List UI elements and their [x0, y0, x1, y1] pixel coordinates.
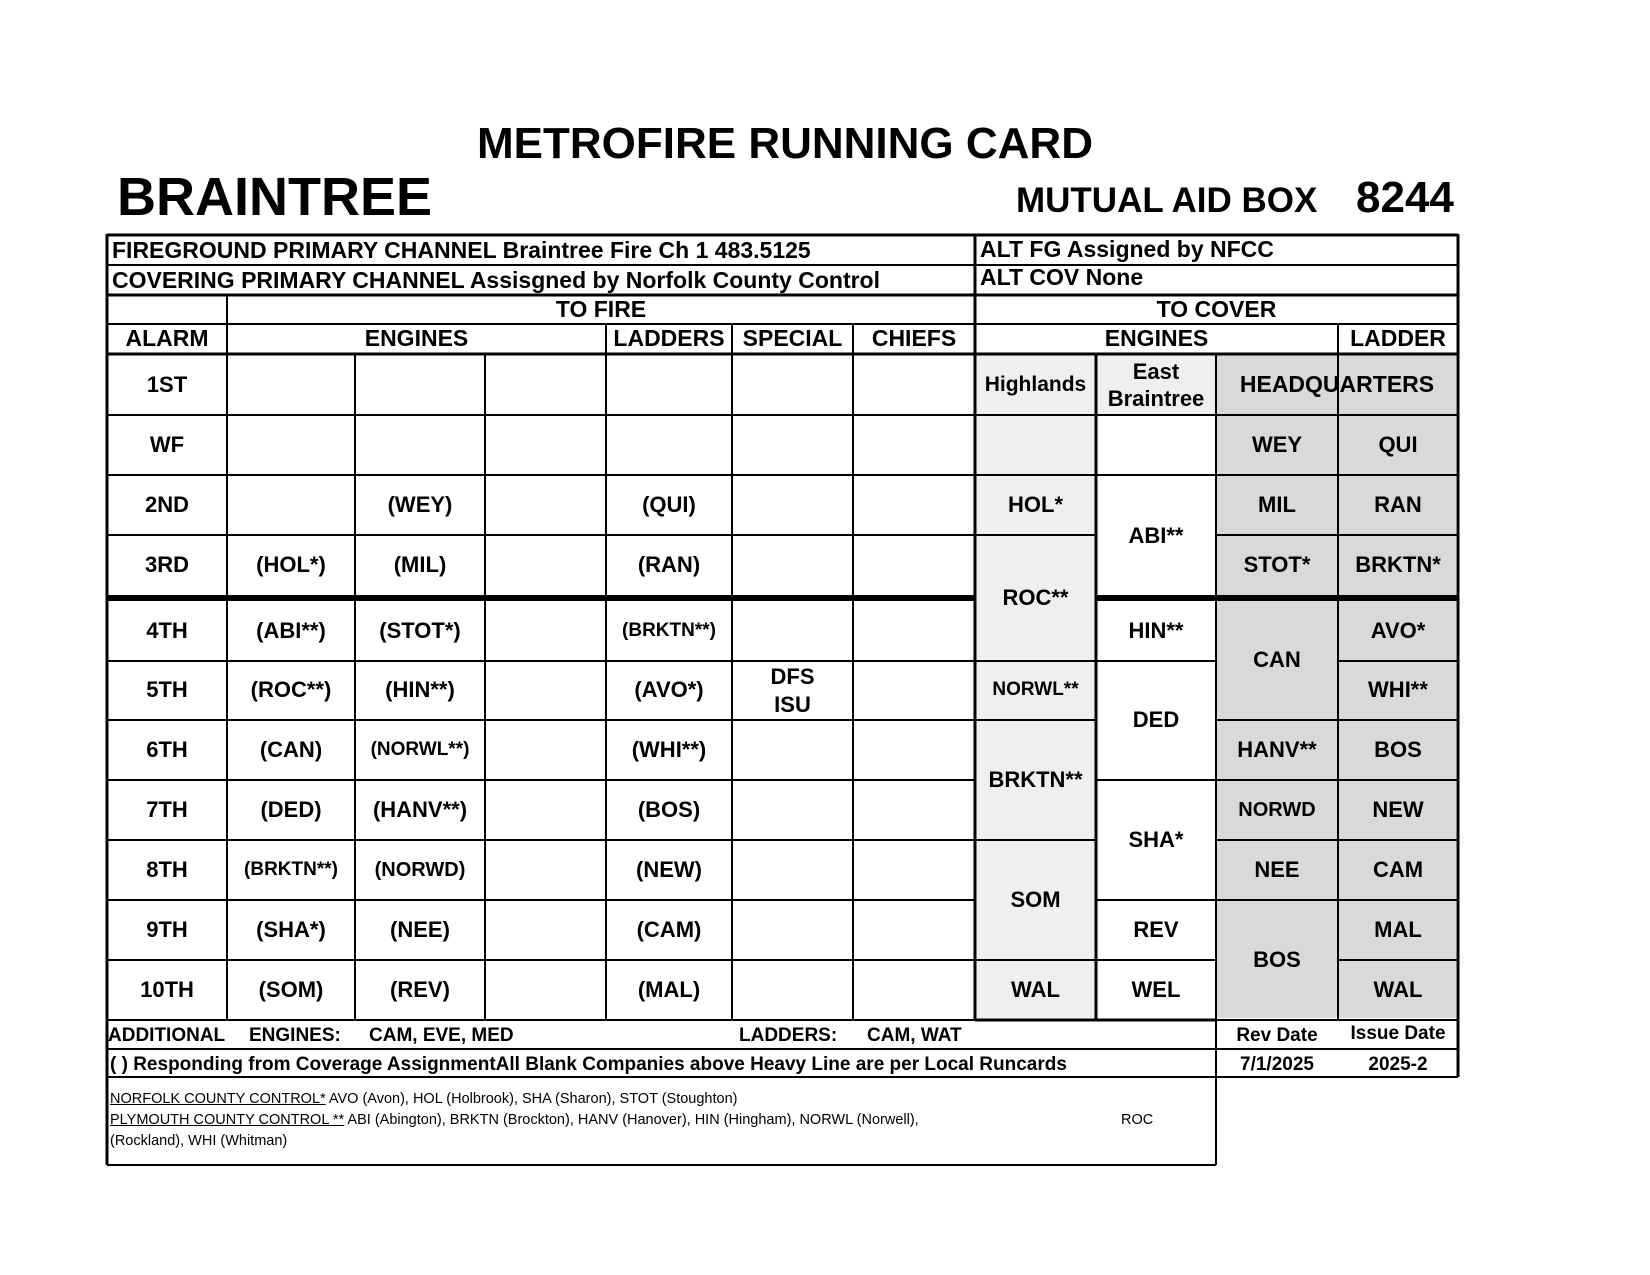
- engine-1: (SHA*): [256, 916, 326, 942]
- cover-engine-b: WEL: [1131, 976, 1181, 1002]
- alarm-level: 9TH: [146, 916, 188, 942]
- additional-label: ADDITIONAL: [108, 1025, 226, 1046]
- plymouth-roc: ROC: [1121, 1112, 1154, 1128]
- engine-2: (REV): [390, 976, 450, 1002]
- cover-ladder: WHI**: [1368, 677, 1428, 703]
- special-header: SPECIAL: [742, 325, 843, 352]
- alarm-level: 3RD: [144, 552, 189, 578]
- cover-engine-a: BRKTN**: [988, 766, 1083, 792]
- ladder: (MAL): [637, 976, 701, 1002]
- engine-2: (NEE): [390, 916, 450, 942]
- town-name: BRAINTREE: [117, 167, 433, 227]
- plymouth-legend-cont: (Rockland), WHI (Whitman): [110, 1133, 288, 1150]
- headquarters-station: HEADQUARTERS: [1239, 371, 1435, 398]
- engines-header: ENGINES: [364, 325, 469, 352]
- alarm-level: 8TH: [146, 856, 188, 882]
- cover-engine-c: STOT*: [1243, 552, 1311, 578]
- cover-engine-a: HOL*: [1008, 491, 1063, 517]
- alarm-level: 7TH: [146, 796, 188, 822]
- ladder: (CAM): [636, 916, 702, 942]
- norfolk-label: NORFOLK COUNTY CONTROL*: [110, 1091, 326, 1107]
- cover-ladder: WAL: [1373, 976, 1423, 1002]
- ladder: (RAN): [637, 552, 701, 578]
- issue-date-label: Issue Date: [1350, 1023, 1446, 1044]
- norfolk-towns: AVO (Avon), HOL (Holbrook), SHA (Sharon), STOT (Stoughton): [325, 1091, 738, 1107]
- additional-engines-value: CAM, EVE, MED: [369, 1025, 514, 1046]
- cover-ladder: NEW: [1372, 796, 1424, 822]
- cover-engine-c: HANV**: [1237, 736, 1317, 762]
- ladder: (NEW): [636, 856, 702, 882]
- engine-1: (ROC**): [250, 677, 332, 703]
- ladder: (QUI): [642, 491, 696, 517]
- rev-date-value: 7/1/2025: [1240, 1054, 1314, 1075]
- engine-1: (DED): [260, 796, 322, 822]
- cover-engine-a: SOM: [1010, 886, 1061, 912]
- engine-1: (CAN): [259, 736, 323, 762]
- box-number: 8244: [1356, 173, 1454, 222]
- cover-engine-a: ROC**: [1002, 584, 1069, 610]
- engine-1: (HOL*): [256, 552, 326, 578]
- alarm-level: 5TH: [146, 677, 188, 703]
- plymouth-towns: ABI (Abington), BRKTN (Brockton), HANV (Hanover), HIN (Hingham), NORWL (Norwell),: [344, 1112, 919, 1129]
- cover-engine-b: SHA*: [1128, 826, 1184, 852]
- chiefs-header: CHIEFS: [871, 325, 957, 352]
- cover-ladder: BRKTN*: [1355, 552, 1441, 578]
- box-label: MUTUAL AID BOX: [1016, 181, 1318, 220]
- alt-covering-channel: ALT COV None: [980, 264, 1144, 291]
- additional-ladders-label: LADDERS:: [739, 1025, 838, 1046]
- cover-engine-c: NEE: [1254, 856, 1300, 882]
- additional-ladders-value: CAM, WAT: [867, 1025, 962, 1046]
- highlands-station: Highlands: [984, 373, 1087, 397]
- covering-channel: COVERING PRIMARY CHANNEL Assisgned by Norfolk County Control: [112, 266, 880, 293]
- engine-2: (STOT*): [379, 617, 461, 643]
- engine-2: (WEY): [387, 491, 453, 517]
- alt-fireground-channel: ALT FG Assigned by NFCC: [980, 236, 1274, 263]
- alarm-level: 4TH: [146, 617, 188, 643]
- ladder: (WHI**): [631, 736, 707, 762]
- engine-2: (NORWD): [374, 859, 466, 881]
- cover-engine-b: REV: [1133, 916, 1179, 942]
- alarm-level: 10TH: [140, 976, 194, 1002]
- alarm-header: ALARM: [125, 325, 209, 352]
- cover-ladder: CAM: [1372, 856, 1424, 882]
- cover-engine-c: BOS: [1253, 946, 1301, 972]
- fireground-channel: FIREGROUND PRIMARY CHANNEL Braintree Fire Ch 1 483.5125: [112, 236, 811, 263]
- cover-ladder: RAN: [1374, 491, 1422, 517]
- cover-ladder: QUI: [1378, 431, 1418, 457]
- cover-engine-c: NORWD: [1238, 799, 1316, 821]
- engine-1: (BRKTN**): [244, 858, 338, 880]
- engine-1: (SOM): [258, 976, 324, 1002]
- cover-ladder: MAL: [1374, 916, 1422, 942]
- engine-2: (MIL): [393, 552, 447, 578]
- cover-ladder: AVO*: [1370, 617, 1426, 643]
- cover-engine-a: WAL: [1011, 976, 1060, 1002]
- to-fire-header: TO FIRE: [555, 296, 647, 323]
- east-braintree-station: East Braintree: [1107, 358, 1205, 411]
- ladder: (AVO*): [634, 677, 704, 703]
- cover-engines-header: ENGINES: [1104, 325, 1209, 352]
- responding-note: ( ) Responding from Coverage AssignmentAll Blank Companies above Heavy Line are per Local Runcards: [110, 1054, 1067, 1075]
- cover-engine-b: HIN**: [1128, 617, 1184, 643]
- card-title: METROFIRE RUNNING CARD: [477, 119, 1093, 168]
- norfolk-legend: [110, 1089, 919, 1110]
- cover-engine-c: MIL: [1258, 491, 1296, 517]
- alarm-level: WF: [149, 431, 185, 457]
- rev-date-label: Rev Date: [1236, 1025, 1318, 1046]
- engine-2: (HIN**): [385, 677, 455, 703]
- alarm-level: 2ND: [144, 491, 189, 517]
- cover-engine-c: CAN: [1253, 647, 1301, 673]
- issue-date-value: 2025-2: [1368, 1054, 1428, 1075]
- plymouth-legend: [110, 1110, 919, 1131]
- ladders-header: LADDERS: [613, 325, 725, 352]
- cover-engine-a: NORWL**: [992, 679, 1079, 701]
- alarm-level: 1ST: [146, 371, 188, 397]
- engine-1: (ABI**): [256, 617, 326, 643]
- to-cover-header: TO COVER: [1156, 296, 1277, 323]
- special: DFS ISU: [770, 664, 815, 717]
- alarm-level: 6TH: [146, 736, 188, 762]
- ladder: (BRKTN**): [622, 619, 716, 641]
- county-legend: [110, 1089, 919, 1152]
- additional-engines-label: ENGINES:: [249, 1025, 341, 1046]
- plymouth-label: PLYMOUTH COUNTY CONTROL **: [110, 1112, 345, 1129]
- ladder: (BOS): [637, 796, 701, 822]
- cover-engine-b: ABI**: [1128, 523, 1184, 549]
- cover-ladder: BOS: [1374, 736, 1422, 762]
- engine-2: (NORWL**): [370, 738, 470, 760]
- cover-ladder-header: LADDER: [1350, 325, 1446, 352]
- cover-engine-b: DED: [1132, 707, 1180, 733]
- cover-engine-c: WEY: [1251, 431, 1303, 457]
- engine-2: (HANV**): [372, 796, 468, 822]
